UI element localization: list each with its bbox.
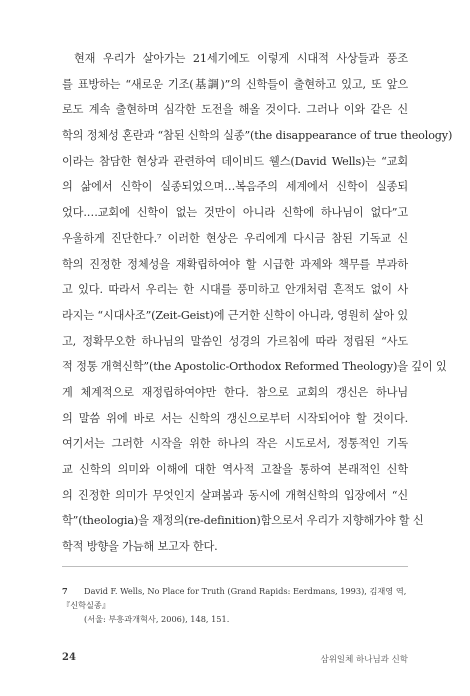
paragraph-line: 고 있다. 따라서 우리는 한 시대를 풍미하고 안개처럼 흔적도 없이 사: [62, 283, 408, 297]
page-number: 24: [62, 652, 76, 663]
paragraph-line: 여기서는 그러한 시작을 위한 하나의 작은 시도로서, 정통적인 기독: [62, 437, 408, 451]
paragraph-line: 로도 계속 출현하며 심각한 도전을 해올 것이다. 그러나 이와 같은 신: [62, 103, 408, 117]
paragraph-line: 이라는 참담한 현상과 관련하여 데이비드 웰스(David Wells)는 “교회: [62, 154, 408, 168]
footnote: [62, 584, 408, 626]
paragraph-line: 적 정통 개혁신학”(the Apostolic-Orthodox Reformed Theology)을 깊이 있: [62, 360, 447, 374]
footnote-divider: [62, 566, 408, 567]
footnote-continuation: (서울: 부흥과개혁사, 2006), 148, 151.: [84, 614, 230, 624]
paragraph-line: 현재 우리가 살아가는 21세기에도 이렇게 시대적 사상들과 풍조: [74, 52, 408, 65]
paragraph-line: 학적 방향을 가늠해 보고자 한다.: [62, 540, 218, 554]
paragraph-line: 의 진정한 의미가 무엇인지 살펴봄과 동시에 개혁신학의 입장에서 “신: [62, 488, 408, 502]
paragraph-line: 학”(theologia)을 재정의(re-definition)함으로서 우리가 지향해가야 할 신: [62, 514, 424, 528]
footnote-citation: David F. Wells, No Place for Truth (Grand Rapids: Eerdmans, 1993), 김재영 역, 『신학실종』: [62, 586, 407, 610]
paragraph-line: 고, 정확무오한 하나님의 말씀인 성경의 가르침에 따라 정립된 “사도: [62, 334, 408, 348]
paragraph-line: 를 표방하는 “새로운 기조(基調)”의 신학들이 출현하고 있고, 또 앞으: [62, 77, 408, 91]
footnote-line: [62, 584, 408, 612]
paragraph-line: 교 신학의 의미와 이해에 대한 역사적 고찰을 통하여 본래적인 신학: [62, 463, 408, 476]
paragraph-line: 의 말씀 위에 바로 서는 신학의 갱신으로부터 시작되어야 할 것이다.: [62, 411, 408, 425]
paragraph-line: 학의 정체성 혼란과 “참된 신학의 실종”(the disappearance of true theology): [62, 129, 453, 143]
paragraph-line: 우울하게 진단한다.⁷ 이러한 현상은 우리에게 다시금 참된 기독교 신: [62, 231, 408, 245]
paragraph-line: 라지는 “시대사조”(Zeit-Geist)에 근거한 신학이 아니라, 영원히 살아 있: [62, 308, 409, 322]
paragraph-line: 었다.…교회에 신학이 없는 것만이 아니라 신학에 하나님이 없다”고: [62, 206, 408, 220]
paragraph-line: 게 체계적으로 재정립하여야만 한다. 참으로 교회의 갱신은 하나님: [62, 385, 408, 399]
main-paragraph: [62, 46, 453, 560]
paragraph-line: 학의 진정한 정체성을 재확립하여야 할 시급한 과제와 책무를 부과하: [62, 257, 408, 271]
paragraph-line: 의 삶에서 신학이 실종되었으며…복음주의 세계에서 신학이 실종되: [62, 180, 408, 194]
running-title: 삼위일체 하나님과 신학: [320, 655, 408, 665]
footnote-number: 7: [62, 586, 68, 596]
